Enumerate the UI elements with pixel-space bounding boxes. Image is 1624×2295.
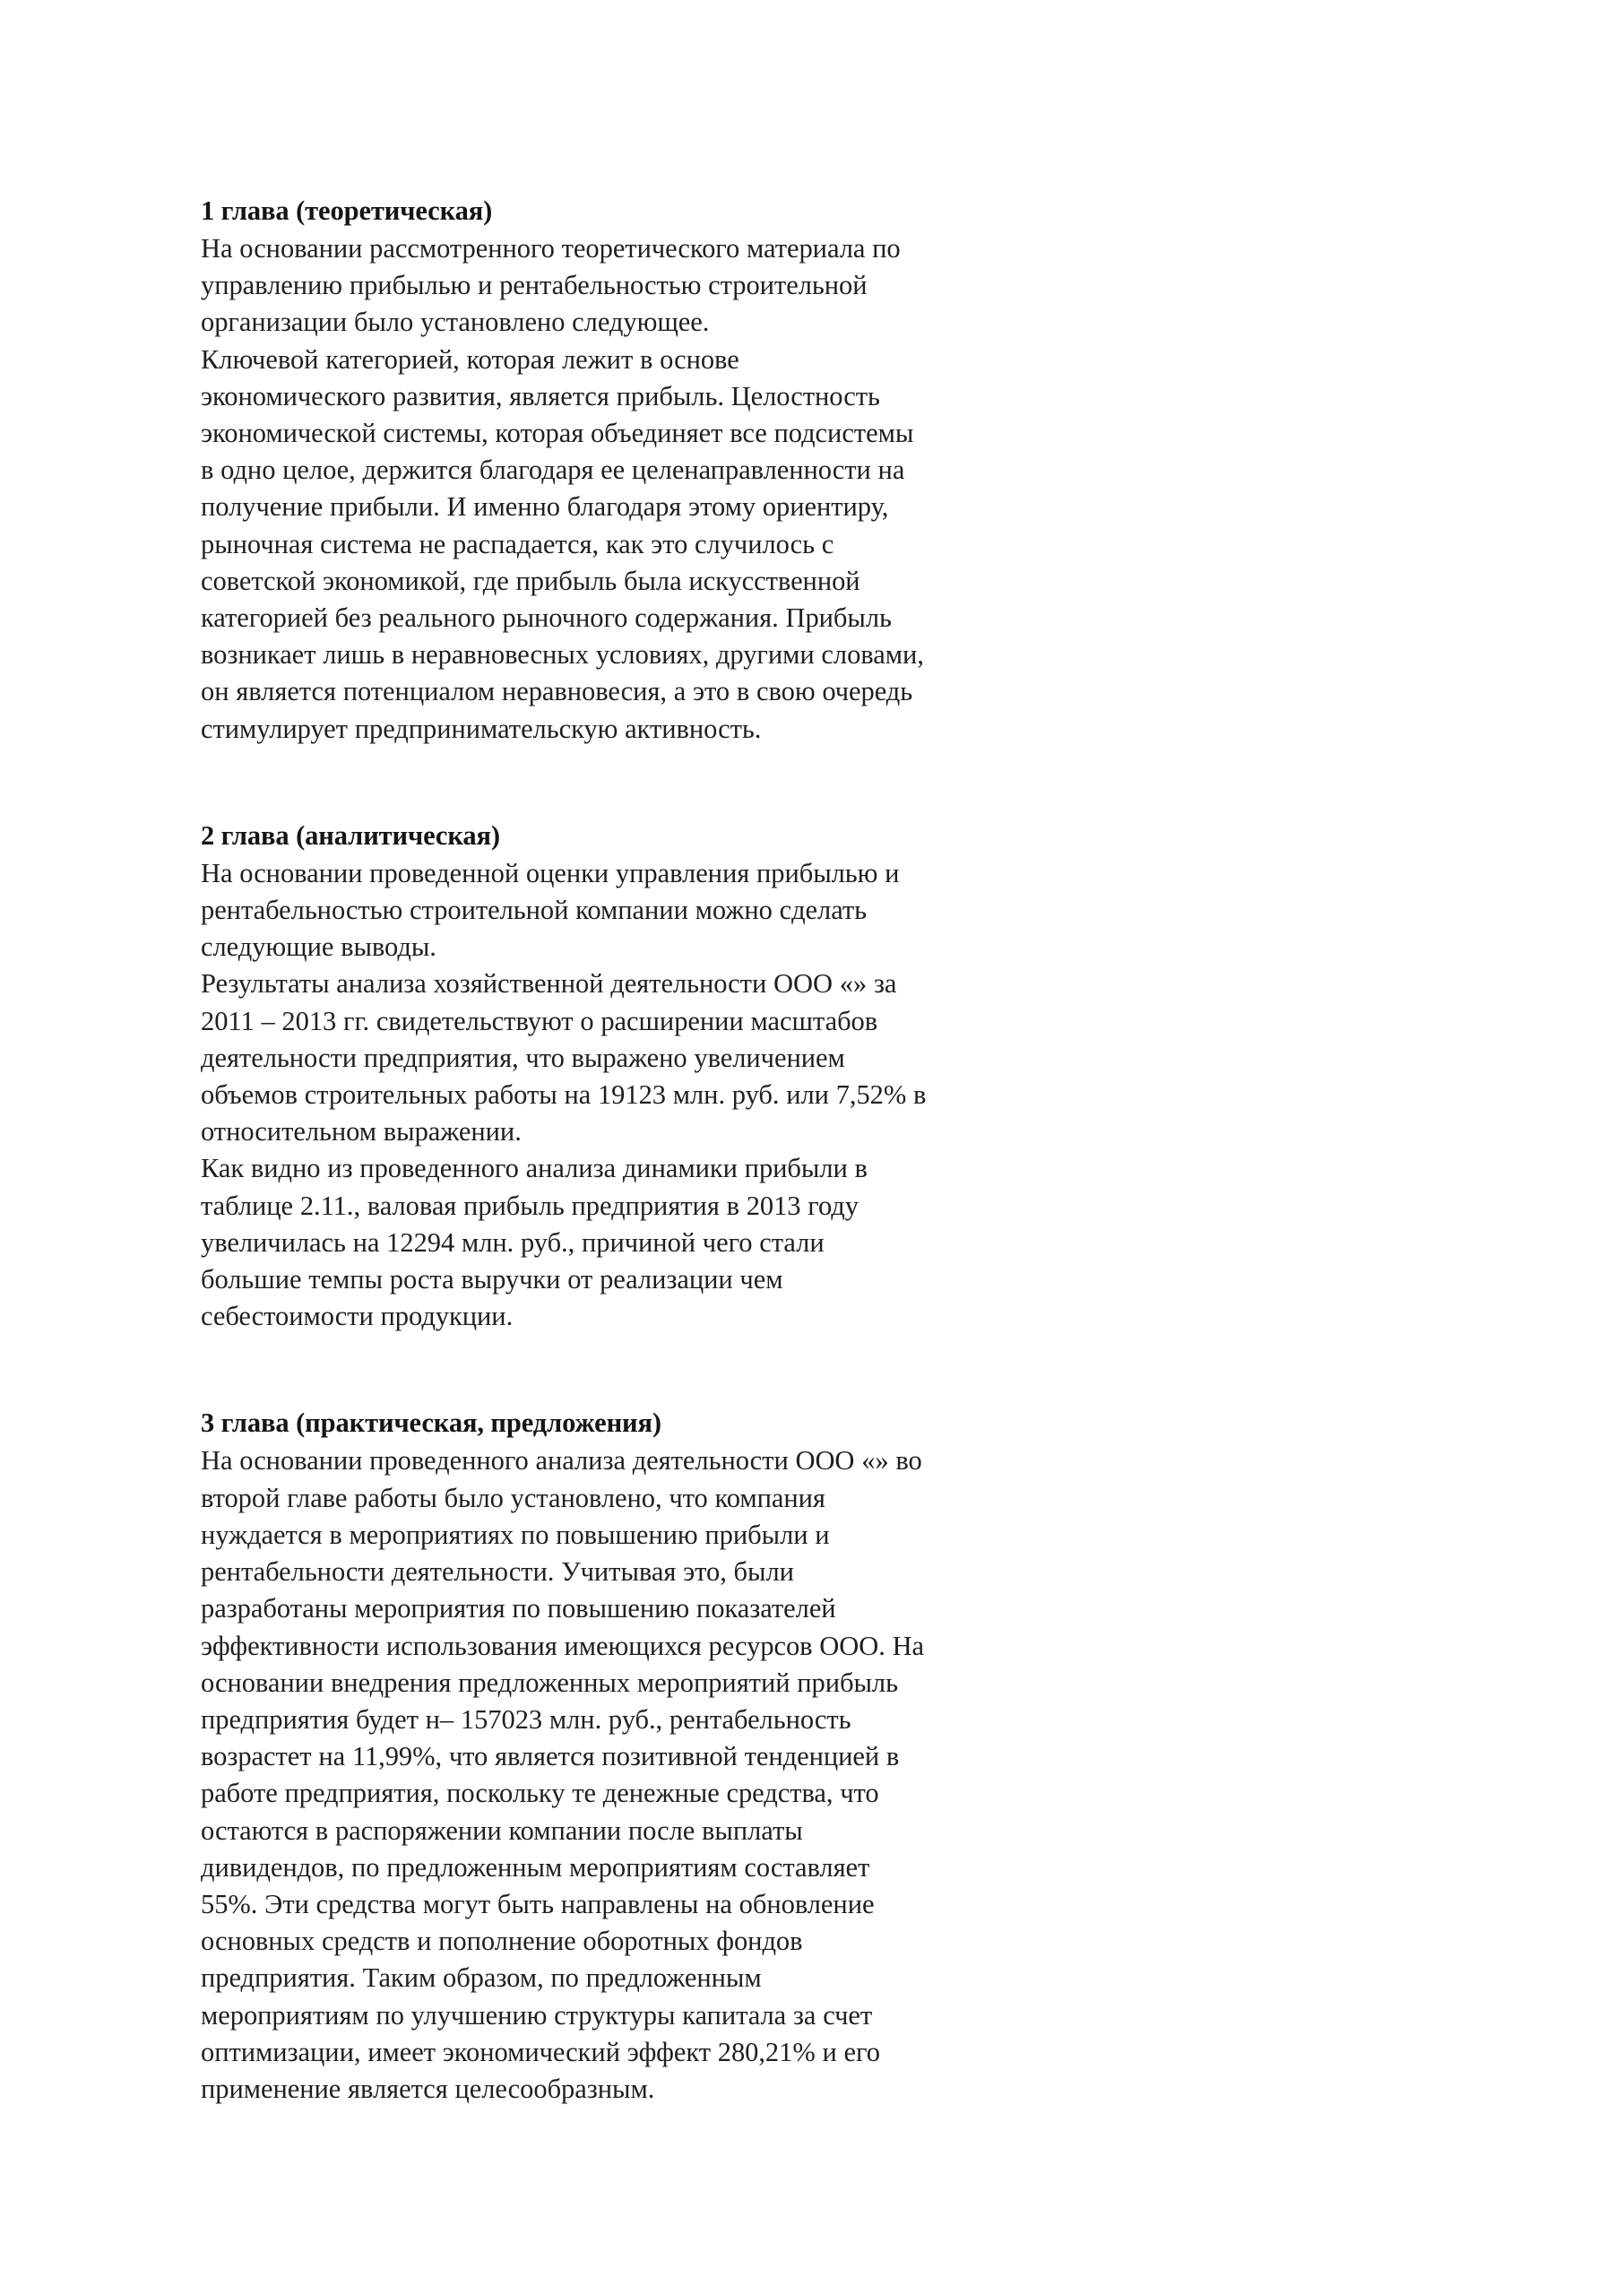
chapter-2-paragraph-1: На основании проведенной оценки управления прибылью и рентабельностью строительной компании можно сделать следующие выводы. (201, 857, 900, 963)
section-chapter-1 (201, 193, 929, 748)
chapter-1-heading: 1 глава (теоретическая) (201, 195, 493, 226)
section-chapter-3 (201, 1405, 929, 2108)
chapter-3-paragraph-1: На основании проведенного анализа деятельности ООО «» во второй главе работы было установлено, что компания нуждается в мероприятиях по повышению прибыли и рентабельности деятельности. Учитывая это, были разработаны мероприятия по повышению показателей эффективности использования имеющихся ресурсов ООО. На основании внедрения предложенных мероприятий прибыль предприятия будет н– 157023 млн. руб., рентабельность возрастет на 11,99%, что является позитивной тенденцией в работе предприятия, поскольку те денежные средства, что остаются в распоряжении компании после выплаты дивидендов, по предложенным мероприятиям составляет 55%. Эти средства могут быть направлены на обновление основных средств и пополнение оборотных фондов предприятия. Таким образом, по предложенным мероприятиям по улучшению структуры капитала за счет оптимизации, имеет экономический эффект 280,21% и его применение является целесообразным. (201, 1445, 925, 2104)
chapter-2-paragraph-3: Как видно из проведенного анализа динамики прибыли в таблице 2.11., валовая прибыль предприятия в 2013 году увеличилась на 12294 млн. руб., причиной чего стали большие темпы роста выручки от реализации чем себестоимости продукции. (201, 1153, 868, 1332)
chapter-1-paragraph-2: Ключевой категорией, которая лежит в основе экономического развития, является прибыль. Целостность экономической системы, которая объединяет все подсистемы в одно целое, держится благодаря ее целенаправленности на получение прибыли. И именно благодаря этому ориентиру, рыночная система не распадается, как это случилось с советской экономикой, где прибыль была искусственной категорией без реального рыночного содержания. Прибыль возникает лишь в неравновесных условиях, другими словами, он является потенциалом неравновесия, а это в свою очередь стимулирует предпринимательскую активность. (201, 343, 924, 744)
chapter-3-heading: 3 глава (практическая, предложения) (201, 1407, 661, 1439)
chapter-2-heading: 2 глава (аналитическая) (201, 819, 500, 851)
chapter-1-paragraph-1: На основании рассмотренного теоретического материала по управлению прибылью и рентабельностью строительной организации было установлено следующее. (201, 233, 901, 338)
section-chapter-2 (201, 818, 929, 1336)
document-body (201, 193, 929, 2108)
chapter-2-paragraph-2: Результаты анализа хозяйственной деятельности ООО «» за 2011 – 2013 гг. свидетельствуют о расширении масштабов деятельности предприятия, что выражено увеличением объемов строительных работы на 19123 млн. руб. или 7,52% в относительном выражении. (201, 968, 927, 1148)
